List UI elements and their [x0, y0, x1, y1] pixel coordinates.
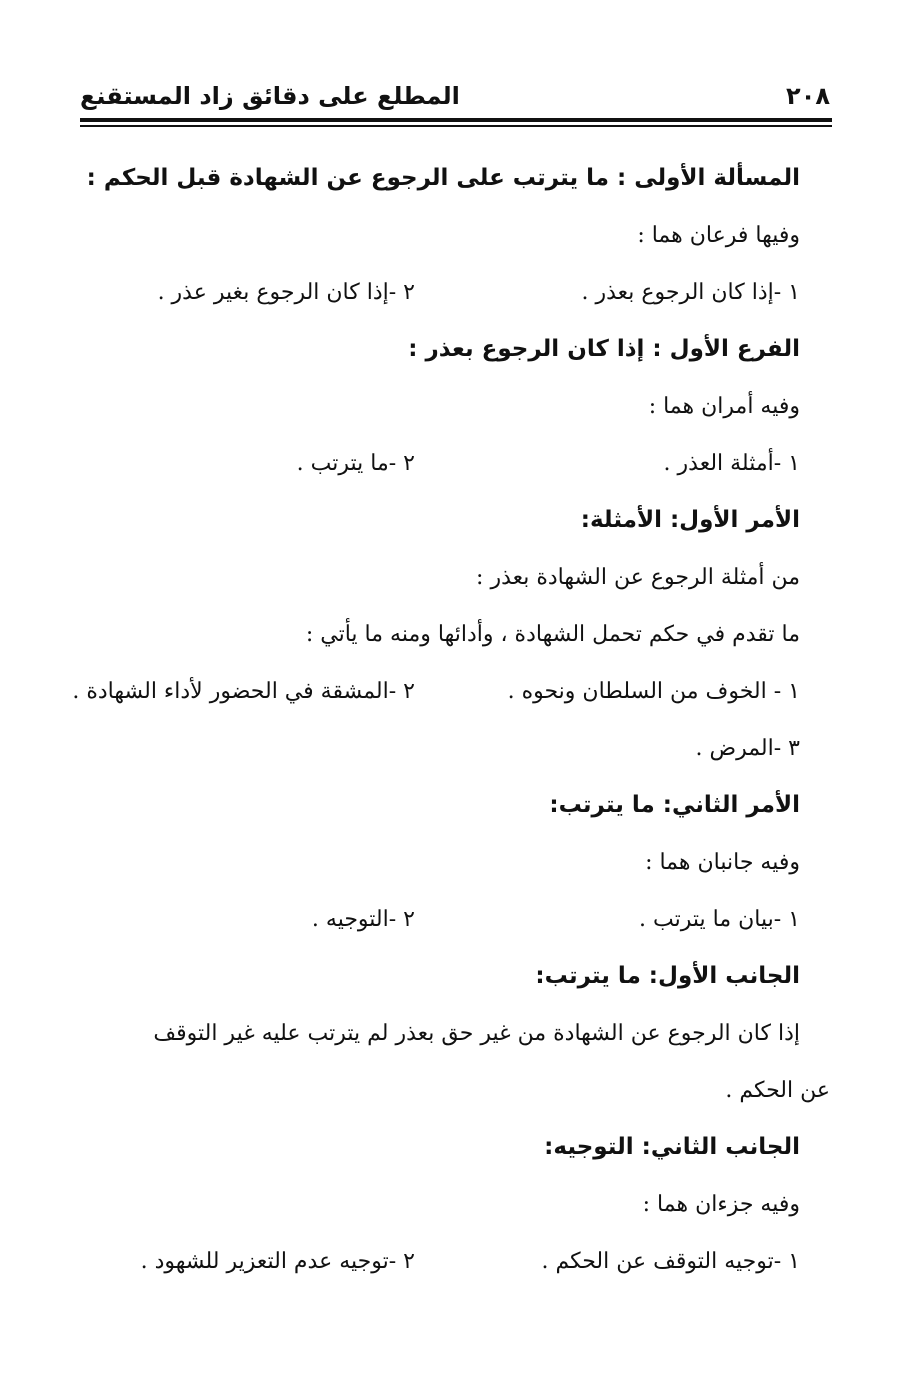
body-line: وفيه جانبان هما :: [645, 850, 800, 875]
page-body: [72, 150, 830, 1290]
enum-item: ١ -أمثلة العذر .: [663, 451, 800, 476]
body-line: وفيه جزءان هما :: [642, 1192, 800, 1217]
section-heading: الفرع الأول : إذا كان الرجوع بعذر :: [408, 336, 800, 362]
enum-item: ٢ -التوجيه .: [311, 907, 415, 932]
enum-item: ١ -بيان ما يترتب .: [639, 907, 800, 932]
enum-item: ١ -إذا كان الرجوع بعذر .: [581, 280, 800, 305]
enum-item: ٢ -إذا كان الرجوع بغير عذر .: [157, 280, 415, 305]
enumerated-pair: [80, 435, 800, 492]
section-heading: الجانب الثاني: التوجيه:: [544, 1134, 800, 1160]
running-head: [80, 70, 830, 116]
enumerated-pair: [80, 1233, 800, 1290]
enumerated-pair: [80, 264, 800, 321]
body-line: وفيها فرعان هما :: [637, 223, 800, 248]
body-paragraph-continuation: عن الحكم .: [725, 1078, 830, 1103]
body-line: وفيه أمران هما :: [648, 394, 800, 419]
header-rule-thin: [80, 125, 832, 127]
page-number: ٢٠٨: [786, 82, 830, 110]
enum-item: ٢ -ما يترتب .: [296, 451, 415, 476]
section-heading: المسألة الأولى : ما يترتب على الرجوع عن الشهادة قبل الحكم :: [86, 165, 800, 191]
enumerated-pair: [72, 663, 800, 720]
enum-item: ١ -توجيه التوقف عن الحكم .: [541, 1249, 800, 1274]
enumerated-pair: [80, 891, 800, 948]
running-title: المطلع على دقائق زاد المستقنع: [80, 82, 460, 110]
enum-item: ٢ -توجيه عدم التعزير للشهود .: [140, 1249, 415, 1274]
section-heading: الجانب الأول: ما يترتب:: [535, 963, 800, 989]
body-line: ٣ -المرض .: [695, 736, 800, 761]
body-line: من أمثلة الرجوع عن الشهادة بعذر :: [476, 565, 800, 590]
enum-item: ١ - الخوف من السلطان ونحوه .: [507, 679, 800, 704]
section-heading: الأمر الثاني: ما يترتب:: [549, 792, 800, 818]
enum-item: ٢ -المشقة في الحضور لأداء الشهادة .: [72, 679, 415, 704]
header-rule-thick: [80, 118, 832, 122]
body-paragraph: إذا كان الرجوع عن الشهادة من غير حق بعذر لم يترتب عليه غير التوقف: [153, 1021, 800, 1046]
section-heading: الأمر الأول: الأمثلة:: [580, 507, 800, 533]
body-line: ما تقدم في حكم تحمل الشهادة ، وأدائها ومنه ما يأتي :: [305, 622, 800, 647]
